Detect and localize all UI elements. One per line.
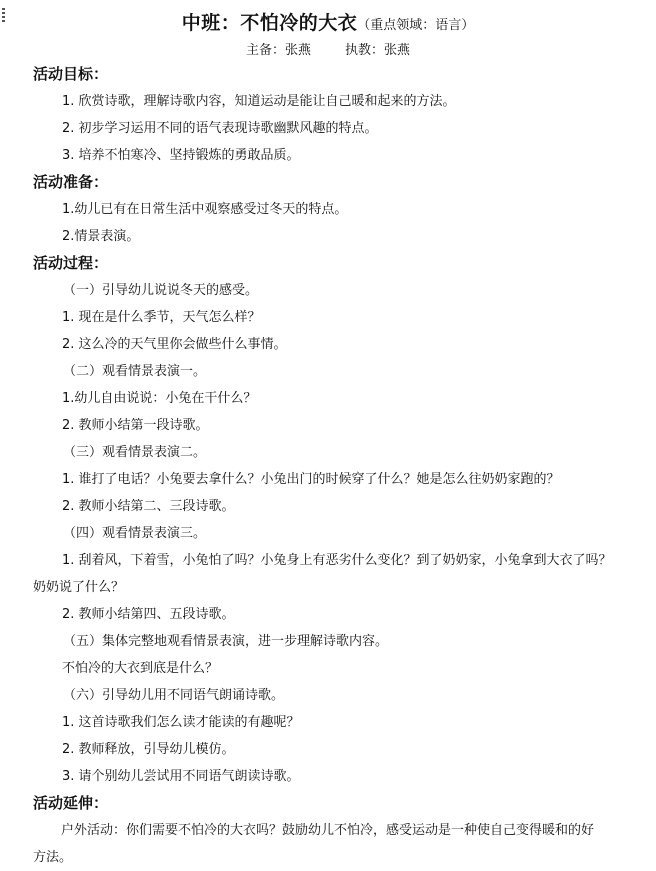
page-title	[0, 8, 656, 35]
process-item: 2. 教师小结第一段诗歌。	[62, 418, 209, 433]
extension-text: 户外活动：你们需要不怕冷的大衣吗？鼓励幼儿不怕冷，感受运动是一种使自己变得暖和的好	[61, 823, 595, 838]
process-item: 1. 刮着风，下着雪，小兔怕了吗？小兔身上有恶劣什么变化？到了奶奶家，小兔拿到大衣了吗？	[62, 553, 612, 568]
process-step-title: （二）观看情景表演一。	[63, 364, 207, 379]
process-item: 不怕冷的大衣到底是什么？	[62, 661, 219, 676]
process-step-title: （一）引导幼儿说说冬天的感受。	[63, 283, 259, 298]
process-item: 1. 现在是什么季节，天气怎么样？	[62, 310, 261, 325]
byline	[0, 39, 656, 58]
process-item: 1. 谁打了电话？小兔要去拿什么？小兔出门的时候穿了什么？她是怎么往奶奶家跑的？	[62, 472, 560, 487]
prep-item: 2.情景表演。	[62, 229, 140, 244]
process-step-title: （六）引导幼儿用不同语气朗诵诗歌。	[63, 688, 285, 703]
process-heading: 活动过程：	[33, 254, 109, 272]
process-step-title: （四）观看情景表演三。	[63, 526, 207, 541]
prep-heading: 活动准备：	[33, 173, 109, 191]
process-item: 2. 教师释放，引导幼儿模仿。	[62, 742, 235, 757]
teacher-label: 执教：张燕	[345, 43, 411, 58]
extension-heading: 活动延伸：	[33, 794, 109, 812]
process-item: 2. 教师小结第二、三段诗歌。	[62, 499, 235, 514]
goals-heading: 活动目标：	[33, 65, 109, 83]
process-item: 2. 这么冷的天气里你会做些什么事情。	[62, 337, 287, 352]
process-step-title: （三）观看情景表演二。	[63, 445, 207, 460]
process-step-title: （五）集体完整地观看情景表演，进一步理解诗歌内容。	[63, 634, 389, 649]
title-subtitle: （重点领域：语言）	[357, 18, 475, 33]
title-main: 中班：不怕冷的大衣	[181, 12, 358, 34]
goal-item: 2. 初步学习运用不同的语气表现诗歌幽默风趣的特点。	[62, 121, 378, 136]
prep-item: 1.幼儿已有在日常生活中观察感受过冬天的特点。	[62, 202, 348, 217]
document-body	[33, 61, 643, 871]
preparer-label: 主备：张燕	[245, 43, 311, 58]
process-item: 2. 教师小结第四、五段诗歌。	[62, 607, 235, 622]
goal-item: 1. 欣赏诗歌，理解诗歌内容，知道运动是能让自己暖和起来的方法。	[62, 94, 456, 109]
extension-text-continued: 方法。	[33, 850, 73, 865]
process-item: 1.幼儿自由说说：小兔在干什么？	[62, 391, 257, 406]
process-item-continued: 奶奶说了什么？	[33, 580, 125, 595]
goal-item: 3. 培养不怕寒冷、坚持锻炼的勇敢品质。	[62, 148, 300, 163]
process-item: 3. 请个别幼儿尝试用不同语气朗读诗歌。	[62, 769, 300, 784]
process-item: 1. 这首诗歌我们怎么读才能读的有趣呢？	[62, 715, 300, 730]
